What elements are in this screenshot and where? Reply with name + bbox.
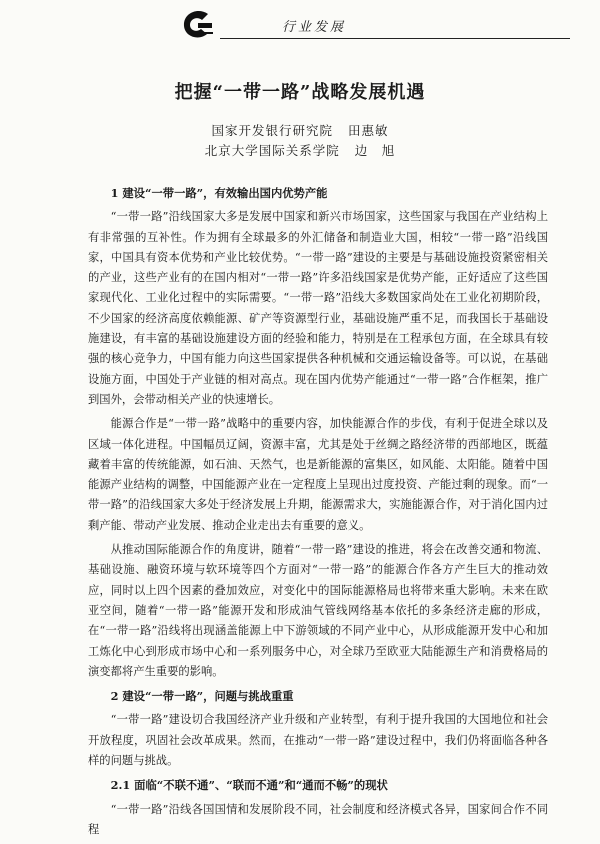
body-paragraph: “一带一路”沿线国家大多是发展中国家和新兴市场国家，这些国家与我国在产业结构上有非常强的互补性。作为拥有全球最多的外汇储备和制造业大国，相较“一带一路”沿线国家，中国具有资本优势和产业比较优势。“一带一路”建设的主要是与基础设施投资紧密相关的产业，这些产业有的在国内相对“一带一路”许多沿线国家是优势产能，正好适应了这些国家现代化、工业化过程中的实际需要。“一带一路”沿线大多数国家尚处在工业化初期阶段，不少国家的经济高度依赖能源、矿产等资源型行业，基础设施严重不足，而我国长于基础设施建设，有丰富的基础设施建设方面的经验和能力，特别是在工程承包方面，在全球具有较强的核心竞争力，中国有能力向这些国家提供各种机械和交通运输设备等。可以说，在基础设施方面，中国处于产业链的相对高点。现在国内优势产能通过“一带一路”合作框架，推广到国外，会带动相关产业的快速增长。 — [88, 210, 548, 406]
body-paragraph: 能源合作是“一带一路”战略中的重要内容，加快能源合作的步伐，有利于促进全球以及区域一体化进程。中国幅员辽阔，资源丰富，尤其是处于丝绸之路经济带的西部地区，既蕴藏着丰富的传统能源，如石油、天然气，也是新能源的富集区，如风能、太阳能。随着中国能源产业结构的调整，中国能源产业在一定程度上呈现出过度投资、产能过剩的现象。而“一带一路”的沿线国家大多处于经济发展上升期，能源需求大，实施能源合作，对于消化国内过剩产能、带动产业发展、推动企业走出去有重要的意义。 — [88, 417, 548, 532]
section-heading: 2 建设“一带一路”，问题与挑战重重 — [110, 689, 294, 704]
body-paragraph: “一带一路”建设切合我国经济产业升级和产业转型，有利于提升我国的大国地位和社会开放程度，巩固社会改革成果。然而，在推动“一带一路”建设过程中，我们仍将面临各种各样的问题与挑战。 — [88, 713, 548, 768]
running-header — [180, 8, 580, 42]
author-line — [0, 141, 600, 159]
body-paragraph: “一带一路”沿线各国国情和发展阶段不同，社会制度和经济模式各异，国家间合作不同程 — [88, 802, 548, 836]
journal-logo-icon — [180, 8, 214, 42]
article-title: 把握“一带一路”战略发展机遇 — [174, 82, 426, 103]
section-heading: 1 建设“一带一路”，有效输出国内优势产能 — [110, 186, 328, 200]
author-affiliation: 北京大学国际关系学院 — [204, 143, 340, 158]
subsection-heading: 2.1 面临“不联不通”、“联而不通”和“通而不畅”的现状 — [110, 778, 388, 793]
author-affiliation: 国家开发银行研究院 — [211, 123, 334, 138]
author-name: 田惠敏 — [347, 123, 389, 138]
article-body — [88, 180, 548, 844]
author-name: 边 旭 — [354, 143, 396, 158]
header-divider — [220, 38, 570, 39]
body-paragraph: 从推动国际能源合作的角度讲，随着“一带一路”建设的推进，将会在改善交通和物流、基础设施、融资环境与软环境等四个方面对“一带一路”的能源合作各方产生巨大的推动效应，同时以上四个因素的叠加效应，对变化中的国际能源格局也将带来重大影响。未来在欧亚空间，随着“一带一路”能源开发和形成油气管线网络基本依托的多条经济走廊的形成，在“一带一路”沿线将出现涵盖能源上中下游领域的不同产业中心，从形成能源开发中心和加工炼化中心到形成市场中心和一系列服务中心，对全球乃至欧亚大陆能源生产和消费格局的演变都将产生重要的影响。 — [88, 543, 548, 678]
author-line — [0, 121, 600, 139]
section-name: 行业发展 — [282, 20, 347, 35]
